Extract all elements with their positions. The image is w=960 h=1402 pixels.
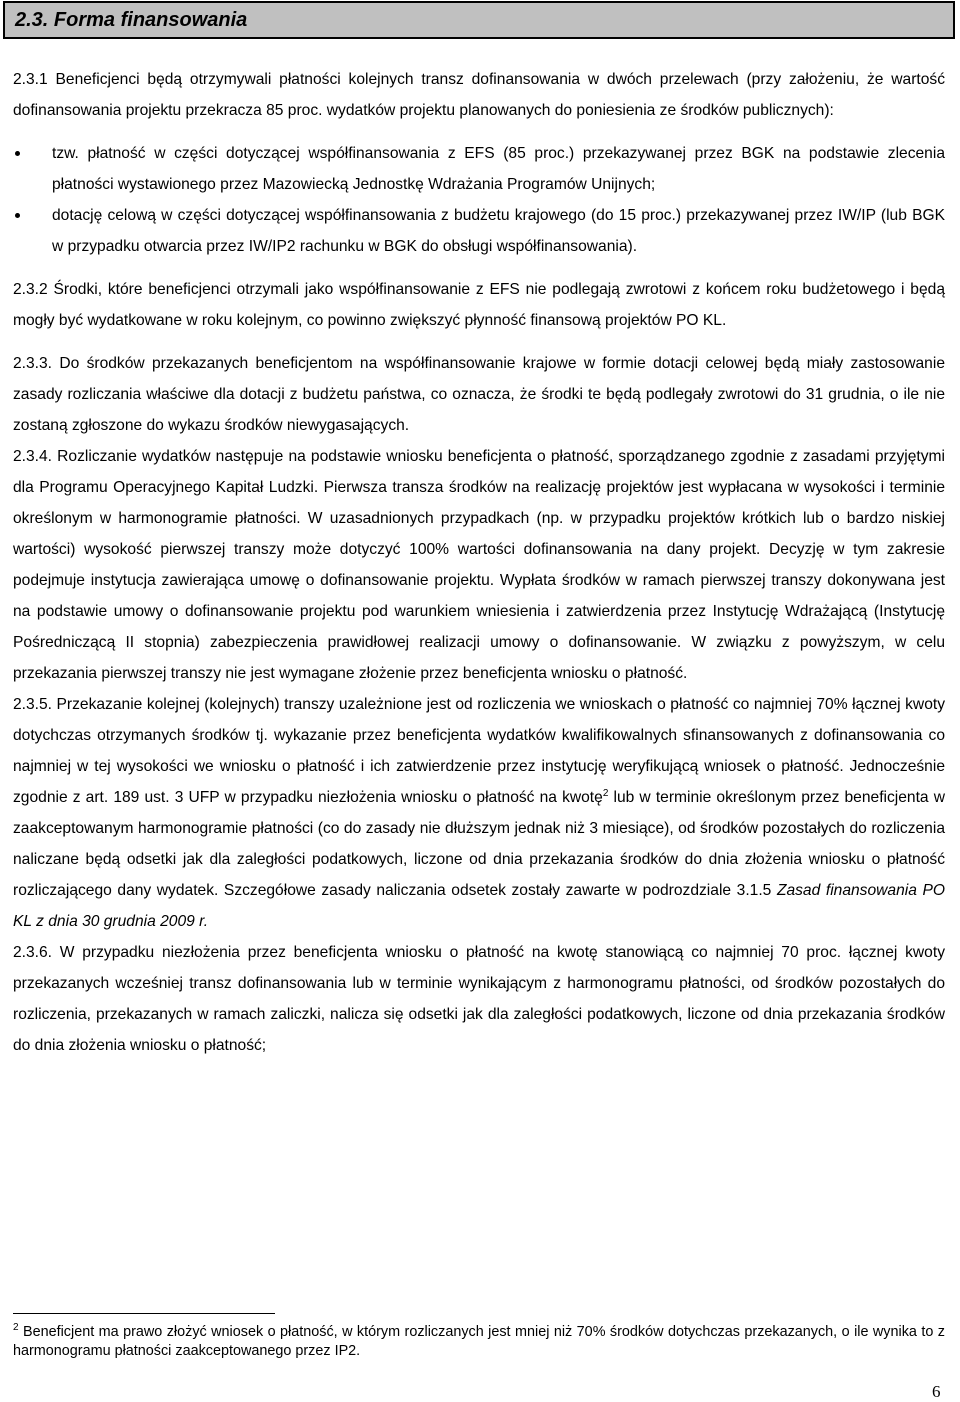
list-item: [13, 200, 945, 262]
bullet-list: [13, 138, 945, 262]
paragraph-2-3-3: 2.3.3. Do środków przekazanych beneficjentom na współfinansowanie krajowe w formie dotacji celowej będą miały zastosowanie zasady rozliczania właściwe dla dotacji z budżetu państwa, co oznacza, że środki te będą podlegały zwrotowi do 31 grudnia, o ile nie zostaną zgłoszone do wykazu środków niewygasających.: [13, 355, 945, 434]
paragraph-2-3-4: 2.3.4. Rozliczanie wydatków następuje na podstawie wniosku beneficjenta o płatność, sporządzanego zgodnie z zasadami przyjętymi dla Programu Operacyjnego Kapitał Ludzki. Pierwsza transza środków na realizację projektów jest wypłacana w wysokości i terminie określonym w harmonogramie płatności. W uzasadnionych przypadkach (np. w przypadku projektów krótkich lub o bardzo niskiej wartości) wysokość pierwszej transzy może dotyczyć 100% wartości dofinansowania na dany projekt. Decyzję w tym zakresie podejmuje instytucja zawierająca umowę o dofinansowanie projektu. Wypłata środków w ramach pierwszej transzy dokonywana jest na podstawie umowy o dofinansowanie projektu pod warunkiem wniesienia i zatwierdzenia przez Instytucję Wdrażającą (Instytucję Pośredniczącą II stopnia) zabezpieczenia prawidłowej realizacji umowy o dofinansowanie. W związku z powyższym, w celu przekazania pierwszej transzy nie jest wymagane złożenie przez beneficjenta wniosku o płatność.: [13, 448, 945, 682]
document-citation: Zasad finansowania PO KL z dnia 30 grudnia 2009 r.: [13, 882, 946, 930]
paragraph-2-3-6: 2.3.6. W przypadku niezłożenia przez beneficjenta wniosku o płatność na kwotę stanowiącą co najmniej 70 proc. łącznej kwoty przekazanych wcześniej transz dofinansowania lub w terminie wynikającym z harmonogramu płatności, od środków pozostałych do rozliczenia, przekazanych w ramach zaliczki, nalicza się odsetki jak dla zaległości podatkowych, liczone od dnia przekazania środków do dnia złożenia wniosku o płatność;: [13, 944, 945, 1054]
footnote: [13, 1323, 945, 1361]
list-item-text: dotację celową w części dotyczącej współfinansowania z budżetu krajowego (do 15 proc.) przekazywanej przez IW/IP (lub BGK w przypadku otwarcia przez IW/IP2 rachunku w BGK do obsługi współfinansowania).: [52, 207, 945, 255]
bullet-icon: [15, 151, 20, 156]
paragraph-2-3-5-part-a: 2.3.5. Przekazanie kolejnej (kolejnych) transzy uzależnione jest od rozliczenia we wnioskach o płatność co najmniej 70% łącznej kwoty dotychczas otrzymanych środków tj. wykazanie przez beneficjenta wydatków kwalifikowalnych sfinansowanych z dofinansowania co najmniej w tej wysokości we wniosku o płatność i ich zatwierdzenie przez instytucję weryfikującą wniosek o płatność. Jednocześnie zgodnie z art. 189 ust. 3 UFP w przypadku niezłożenia wniosku o płatność na kwotę: [13, 696, 945, 806]
list-item: [13, 138, 945, 200]
footnote-reference[interactable]: 2: [602, 787, 609, 799]
document-body: [13, 64, 945, 1061]
paragraph-2-3-2: 2.3.2 Środki, które beneficjenci otrzymali jako współfinansowanie z EFS nie podlegają zwrotowi z końcem roku budżetowego i będą mogły być wydatkowane w roku kolejnym, co powinno zwiększyć płynność finansową projektów PO KL.: [13, 281, 945, 329]
footnote-text: Beneficjent ma prawo złożyć wniosek o płatność, w którym rozliczanych jest mniej niż 70% środków dotychczas przekazanych, o ile wynika to z harmonogramu płatności zaakceptowanego przez IP2.: [13, 1324, 945, 1359]
paragraph-2-3-5-part-b: lub w terminie określonym przez beneficjenta w zaakceptowanym harmonogramie płatności (co do zasady nie dłuższym jednak niż 3 miesiące), od środków pozostałych do rozliczenia naliczane będą odsetki jak dla zaległości podatkowych, liczone od dnia przekazania środków do dnia złożenia wniosku o płatność rozliczającego dany wydatek. Szczegółowe zasady naliczania odsetek zostały zawarte w podrozdziale 3.1.5: [13, 789, 945, 899]
section-heading: 2.3. Forma finansowania: [3, 1, 955, 39]
paragraph-2-3-5: [13, 689, 945, 937]
page-number: 6: [932, 1382, 941, 1401]
footnote-number: 2: [13, 1322, 19, 1334]
list-item-text: tzw. płatność w części dotyczącej współfinansowania z EFS (85 proc.) przekazywanej przez BGK na podstawie zlecenia płatności wystawionego przez Mazowiecką Jednostkę Wdrażania Programów Unijnych;: [52, 145, 945, 193]
paragraph-2-3-1: 2.3.1 Beneficjenci będą otrzymywali płatności kolejnych transz dofinansowania w dwóch przelewach (przy założeniu, że wartość dofinansowania projektu przekracza 85 proc. wydatków projektu planowanych do poniesienia ze środków publicznych):: [13, 71, 945, 119]
footnote-separator: [13, 1313, 275, 1314]
bullet-icon: [15, 213, 20, 218]
